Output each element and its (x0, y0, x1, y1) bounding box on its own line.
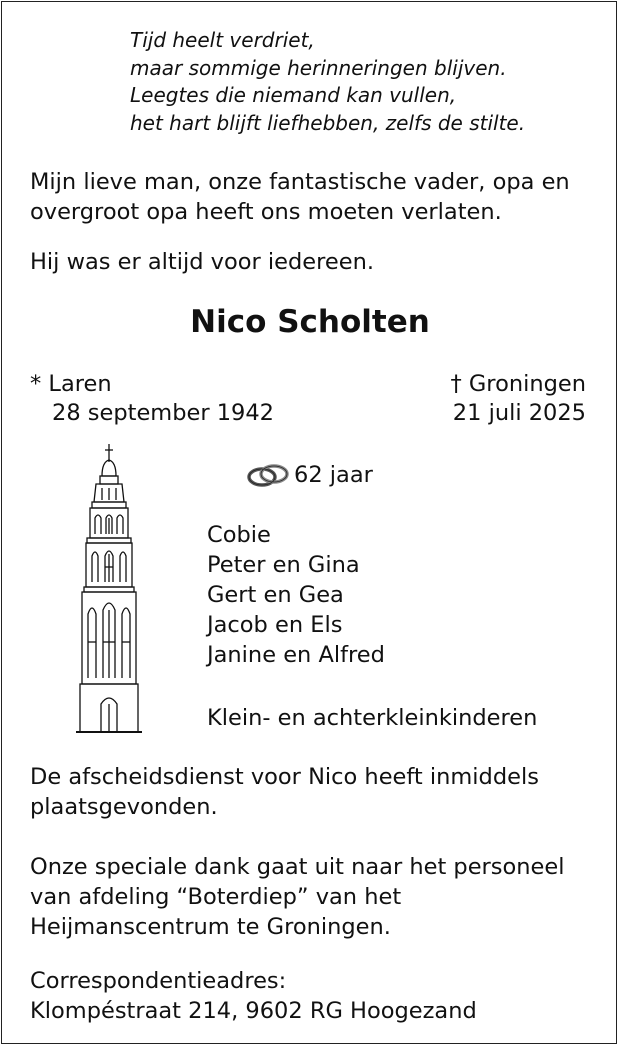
death-symbol: † (450, 371, 462, 397)
address-line: Klompéstraat 214, 9602 RG Hoogezand (30, 998, 477, 1024)
service-text: De afscheidsdienst voor Nico heeft inmiddels plaatsgevonden. (30, 764, 539, 820)
family-member: Gert en Gea (207, 582, 344, 608)
family-member: Jacob en Els (207, 612, 343, 638)
death-place: Groningen (468, 371, 586, 397)
birth-symbol: * (30, 371, 42, 397)
grandchildren-text: Klein- en achterkleinkinderen (207, 705, 538, 731)
death-info (450, 370, 586, 428)
address-label: Correspondentieadres: (30, 968, 287, 994)
birth-date: 28 september 1942 (52, 400, 275, 426)
poem-line: maar sommige herinneringen blijven. (130, 55, 507, 80)
death-date: 21 juli 2025 (452, 400, 586, 426)
poem-line: het hart blijft liefhebben, zelfs de stilte. (130, 110, 526, 135)
always-there-text: Hij was er altijd voor iedereen. (30, 249, 375, 275)
correspondence-address (30, 966, 477, 1026)
intro-text: Mijn lieve man, onze fantastische vader, opa en overgroot opa heeft ons moeten verlaten. (30, 169, 570, 225)
poem-line: Leegtes die niemand kan vullen, (130, 83, 457, 107)
thanks-text: Onze speciale dank gaat uit naar het personeel van afdeling “Boterdiep” van het Heijmanscentrum te Groningen. (30, 854, 565, 940)
marriage-years: 62 jaar (294, 462, 373, 488)
family-member: Cobie (207, 522, 271, 548)
birth-info (30, 370, 274, 428)
wedding-rings-icon (246, 462, 290, 488)
poem-line: Tijd heelt verdriet, (130, 28, 315, 52)
family-list (207, 520, 385, 670)
marriage-duration (246, 460, 373, 490)
family-member: Janine en Alfred (207, 642, 385, 668)
family-member: Peter en Gina (207, 552, 360, 578)
church-tower-icon (76, 442, 142, 738)
deceased-name: Nico Scholten (190, 304, 430, 340)
birth-place: Laren (48, 371, 112, 397)
death-notice (1, 1, 617, 1044)
poem (130, 27, 525, 137)
